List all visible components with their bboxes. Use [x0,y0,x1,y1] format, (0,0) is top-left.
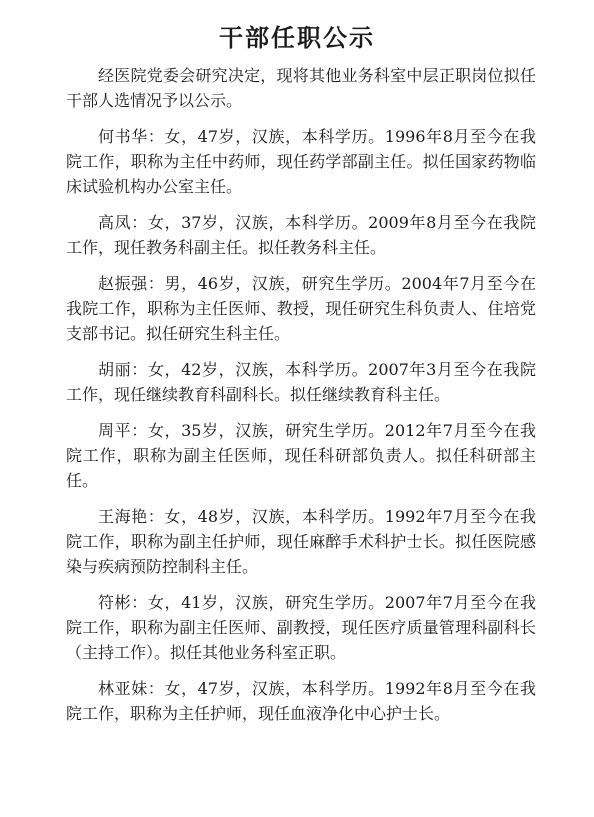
candidate-paragraph: 林亚妹：女，47岁，汉族，本科学历。1992年8月至今在我院工作，职称为主任护师，现任血液净化中心护士长。 [66,679,536,723]
candidate-paragraph: 王海艳：女，48岁，汉族，本科学历。1992年7月至今在我院工作，职称为副主任护师，现任麻醉手术科护士长。拟任医院感染与疾病预防控制科主任。 [66,507,536,576]
candidate-paragraph: 何书华：女，47岁，汉族，本科学历。1996年8月至今在我院工作，职称为主任中药师，现任药学部副主任。拟任国家药物临床试验机构办公室主任。 [66,127,536,196]
candidate-paragraph: 胡丽：女，42岁，汉族，本科学历。2007年3月至今在我院工作，现任继续教育科副科长。拟任继续教育科主任。 [66,360,536,404]
intro-paragraph: 经医院党委会研究决定，现将其他业务科室中层正职岗位拟任干部人选情况予以公示。 [66,66,536,110]
document-title: 干部任职公示 [219,24,375,52]
candidate-paragraph: 周平：女，35岁，汉族，研究生学历。2012年7月至今在我院工作，职称为副主任医师，现任科研部负责人。拟任科研部主任。 [66,421,536,490]
candidate-paragraph: 符彬：女，41岁，汉族，研究生学历。2007年7月至今在我院工作，职称为副主任医师、副教授，现任医疗质量管理科副科长（主持工作）。拟任其他业务科室正职。 [66,593,536,662]
document-body [66,63,536,737]
candidate-paragraph: 高凤：女，37岁，汉族，本科学历。2009年8月至今在我院工作，现任教务科副主任。拟任教务科主任。 [66,213,536,257]
candidate-paragraph: 赵振强：男，46岁，汉族，研究生学历。2004年7月至今在我院工作，职称为主任医师、教授，现任研究生科负责人、住培党支部书记。拟任研究生科主任。 [66,274,536,343]
